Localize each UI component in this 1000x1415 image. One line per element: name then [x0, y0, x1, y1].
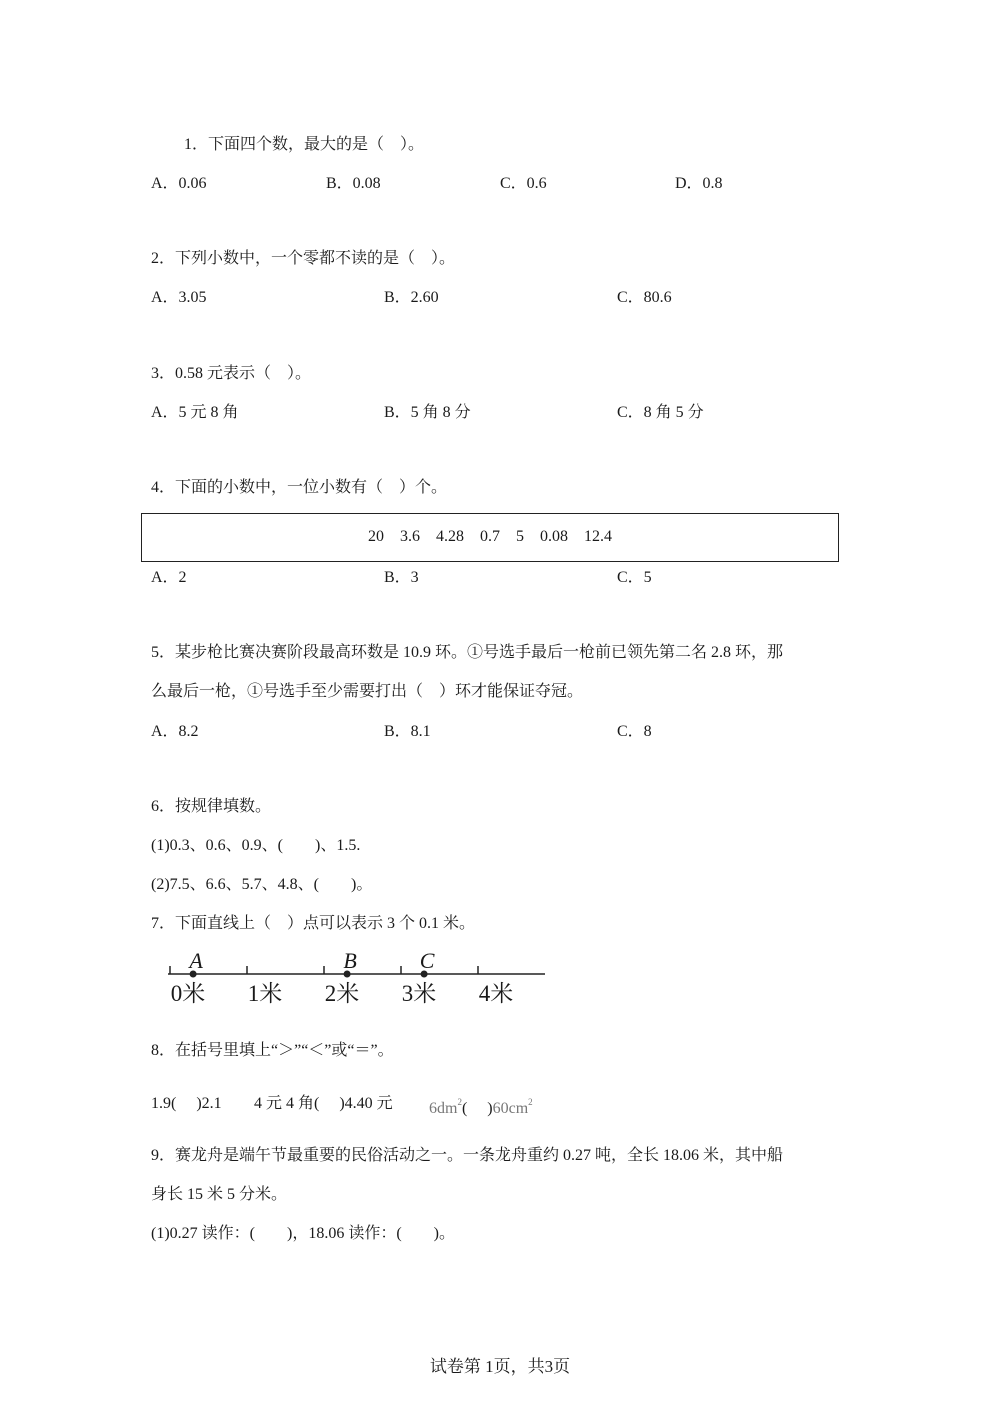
- number-line-point-label: B: [343, 948, 357, 973]
- q2-option-a: A．3.05: [151, 289, 207, 306]
- q8-item3-sup2: 2: [528, 1097, 533, 1107]
- q9-stem-line2: 身长 15 米 5 分米。: [151, 1186, 288, 1203]
- q8-item3-mid: ( ): [461, 1100, 493, 1117]
- number-line-tick-label: 1米: [247, 981, 283, 1006]
- page-footer: 试卷第 1页，共3页: [429, 1357, 571, 1376]
- q8-item-3: [429, 1091, 533, 1120]
- q5-stem-line2: 么最后一枪，①号选手至少需要打出（ ）环才能保证夺冠。: [151, 683, 584, 700]
- q5-stem-line1: 5．某步枪比赛决赛阶段最高环数是 10.9 环。①号选手最后一枪前已领先第二名 2.8 环，那: [151, 644, 784, 661]
- q1-option-a: A．0.06: [151, 175, 207, 192]
- q2-stem: 2．下列小数中，一个零都不读的是（ ）。: [151, 250, 456, 267]
- q8-item-2: 4 元 4 角( )4.40 元: [254, 1095, 393, 1112]
- q1-option-c: C．0.6: [500, 175, 547, 192]
- number-line-tick-label: 3米: [401, 981, 437, 1006]
- q8-stem: 8．在括号里填上“＞”“＜”或“＝”。: [151, 1042, 394, 1059]
- q8-item3-left: 6dm: [429, 1100, 458, 1117]
- number-line-point-label: C: [419, 948, 435, 973]
- q5-option-a: A．8.2: [151, 723, 199, 740]
- q3-option-c: C．8 角 5 分: [617, 404, 704, 421]
- q4-number-list: 20 3.6 4.28 0.7 5 0.08 12.4: [368, 528, 612, 545]
- q7-number-line-figure: [165, 945, 550, 1010]
- q3-option-b: B．5 角 8 分: [384, 404, 471, 421]
- q2-option-c: C．80.6: [617, 289, 672, 306]
- q8-item-1: 1.9( )2.1: [151, 1095, 222, 1112]
- number-line-point-label: A: [189, 948, 203, 973]
- q9-stem-line1: 9．赛龙舟是端午节最重要的民俗活动之一。一条龙舟重约 0.27 吨，全长 18.06 米，其中船: [151, 1147, 784, 1164]
- number-line-tick-label: 2米: [324, 981, 360, 1006]
- q4-option-c: C．5: [617, 569, 652, 586]
- q3-stem: 3．0.58 元表示（ ）。: [151, 365, 312, 382]
- q6-sub1: (1)0.3、0.6、0.9、( )、1.5.: [151, 837, 361, 854]
- q8-item3-right: 60cm: [492, 1100, 529, 1117]
- number-line-tick-label: 4米: [478, 981, 514, 1006]
- q4-option-b: B．3: [384, 569, 419, 586]
- q8-item3-sup: 2: [457, 1097, 462, 1107]
- q4-option-a: A．2: [151, 569, 187, 586]
- q5-option-b: B．8.1: [384, 723, 431, 740]
- q5-option-c: C．8: [617, 723, 652, 740]
- q4-number-box: [141, 513, 839, 562]
- number-line-svg: [165, 945, 550, 1010]
- q7-stem: 7．下面直线上（ ）点可以表示 3 个 0.1 米。: [151, 915, 476, 932]
- q2-option-b: B．2.60: [384, 289, 439, 306]
- q3-option-a: A．5 元 8 角: [151, 404, 239, 421]
- number-line-tick-label: 0米: [170, 981, 206, 1006]
- q1-option-b: B．0.08: [326, 175, 381, 192]
- q9-sub1: (1)0.27 读作：( )，18.06 读作：( )。: [151, 1225, 455, 1242]
- q6-stem: 6．按规律填数。: [151, 798, 272, 815]
- q6-sub2: (2)7.5、6.6、5.7、4.8、( )。: [151, 876, 373, 893]
- q1-option-d: D．0.8: [675, 175, 723, 192]
- q1-stem: 1．下面四个数，最大的是（ ）。: [184, 136, 425, 153]
- q4-stem: 4．下面的小数中，一位小数有（ ）个。: [151, 479, 448, 496]
